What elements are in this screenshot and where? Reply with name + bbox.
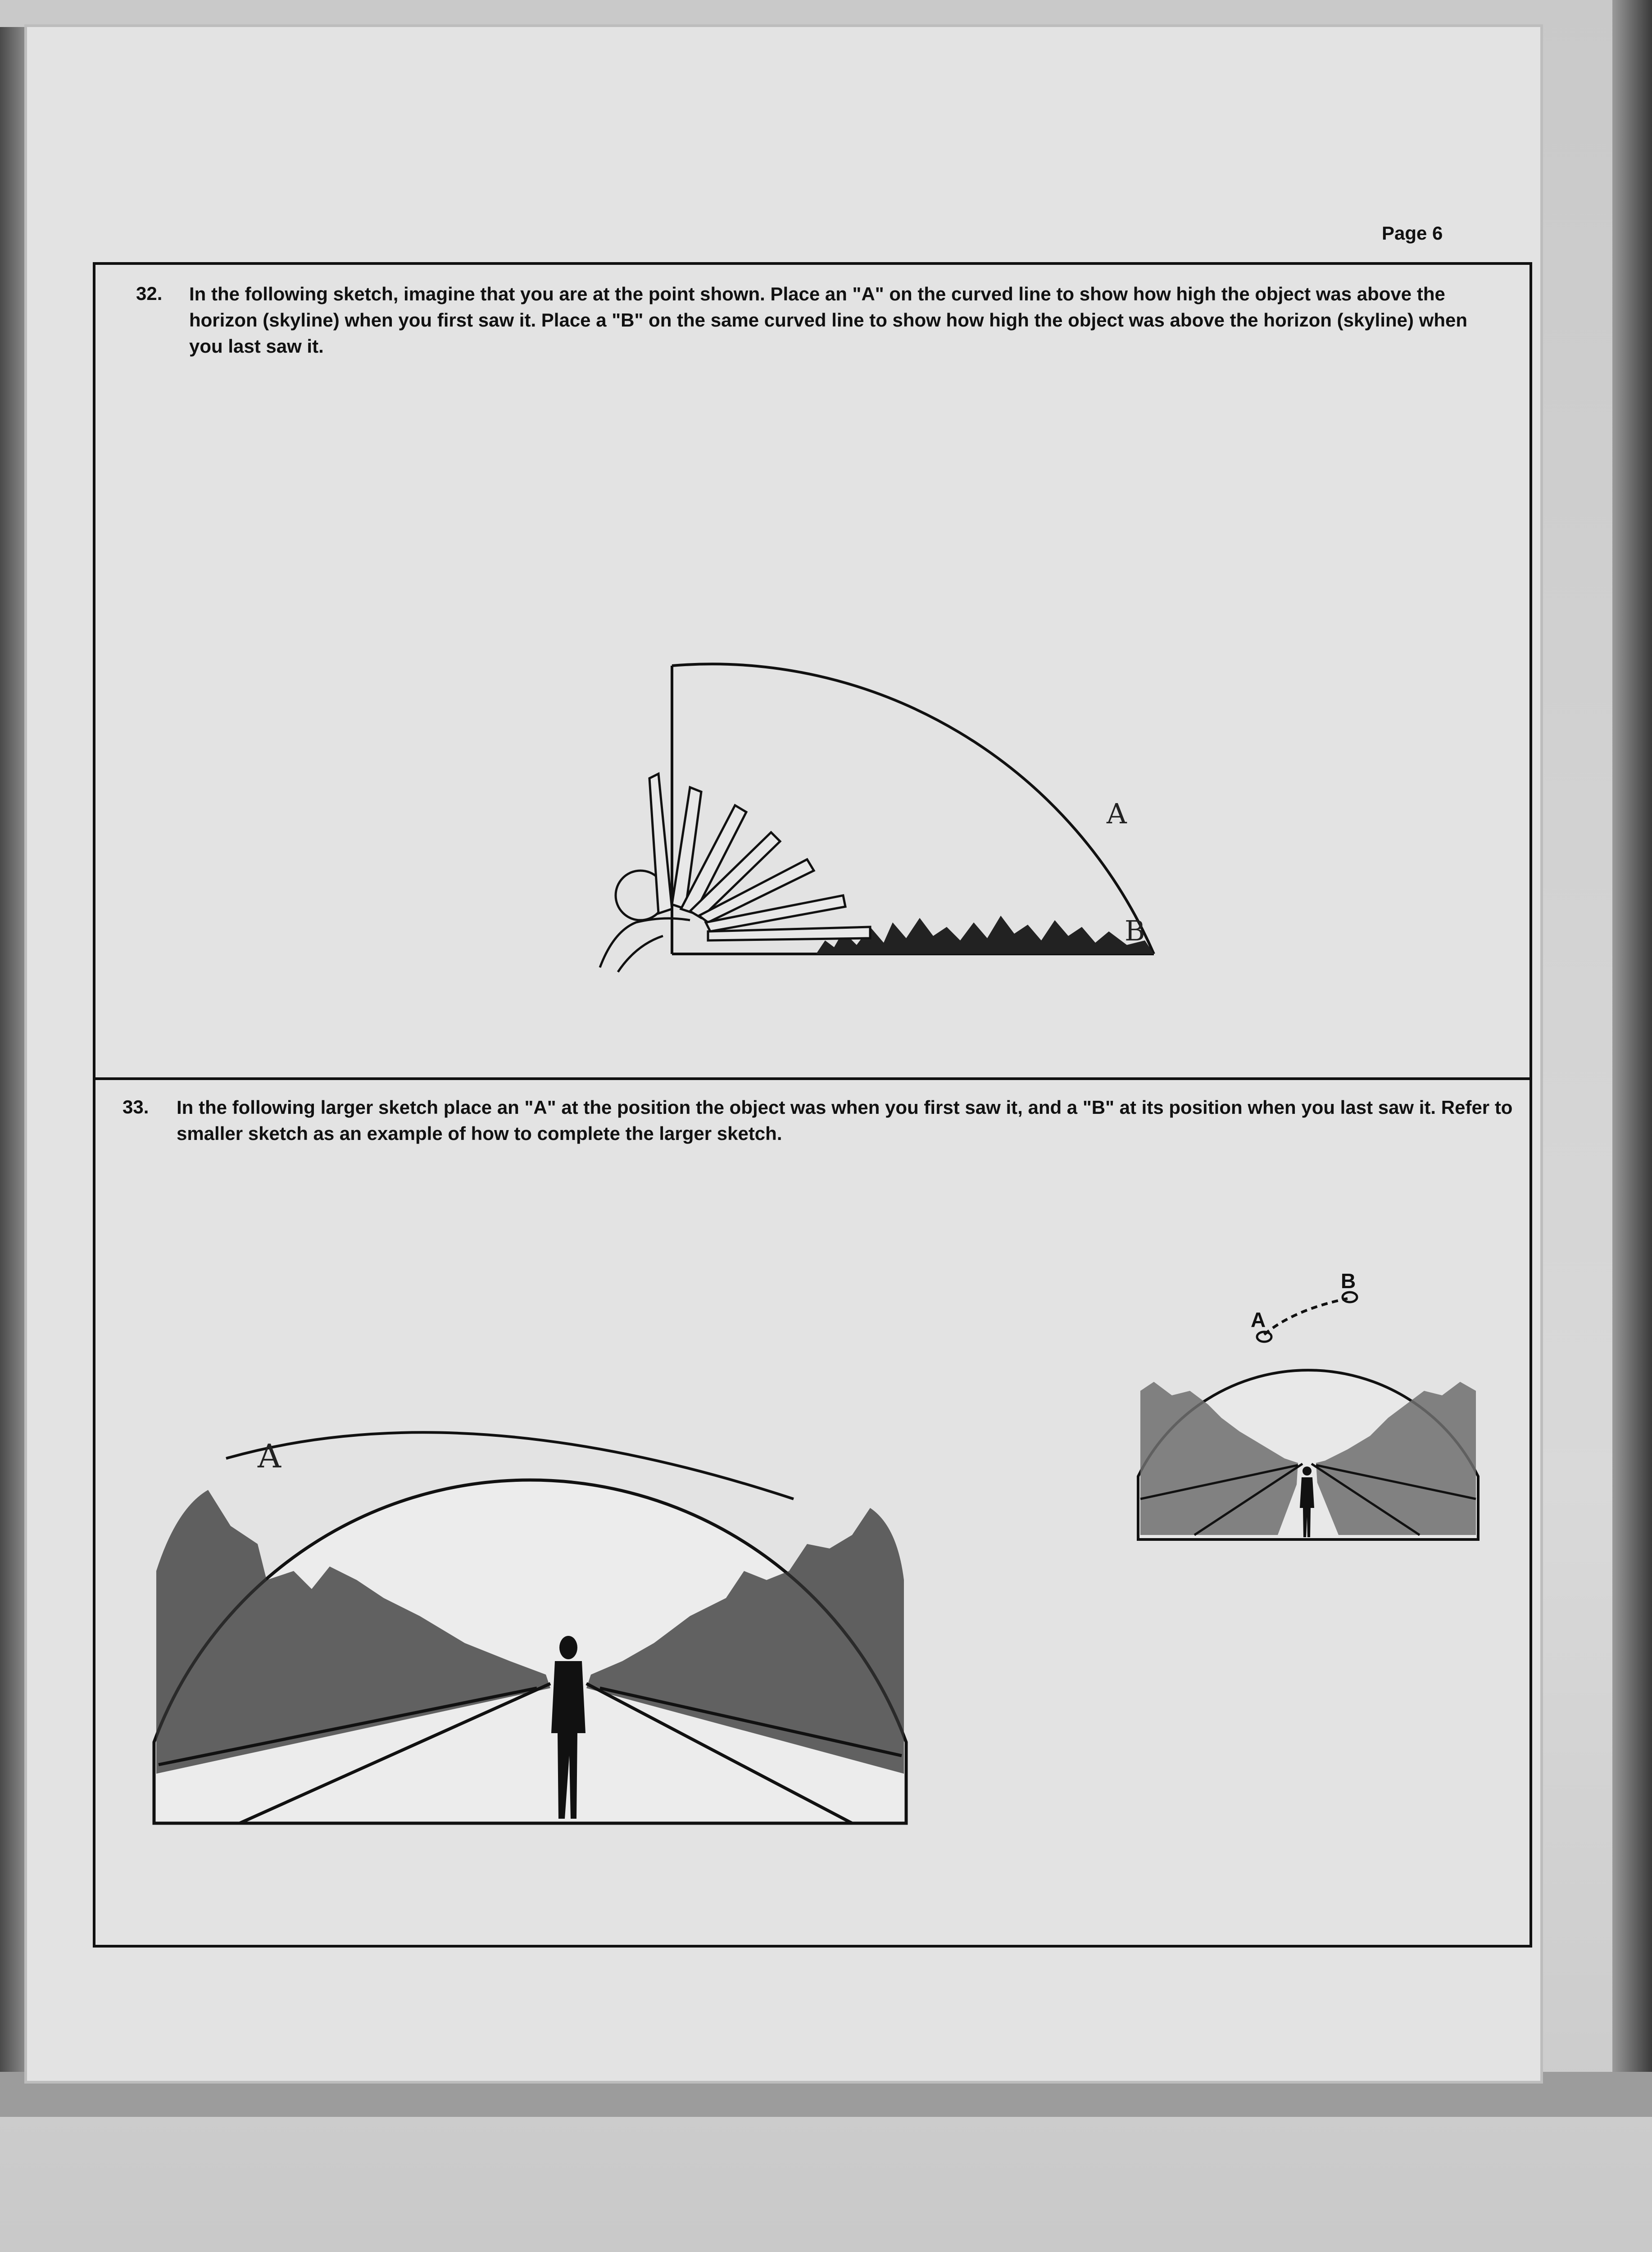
scan-right-edge [1612, 0, 1652, 2117]
answer-a-mark-large: A [258, 1437, 281, 1475]
question-32-number: 32. [136, 283, 163, 304]
question-33-text: In the following larger sketch place an "A" at the position the object was when you first saw it, and a "B" at its position when you last saw it. Refer to smaller sketch as an example of how to complete the larger sketch. [177, 1097, 1513, 1144]
questionnaire-box [93, 262, 1532, 1948]
question-33-number: 33. [123, 1096, 149, 1117]
example-trajectory [1264, 1299, 1348, 1335]
quarter-circle-sketch [501, 463, 1203, 1062]
question-divider [95, 1077, 1529, 1080]
large-street-sketch [104, 1256, 1014, 1832]
quarter-arc [672, 664, 1154, 954]
answer-b-mark: B [1125, 914, 1145, 947]
example-sketch [1104, 1256, 1510, 1553]
page-number: Page 6 [1382, 222, 1443, 244]
question-32-text: In the following sketch, imagine that you are at the point shown. Place an "A" on the curved line to show how high the object was above the horizon (skyline) when you first saw it. Place a "B" on the same curved line to show how high the object was above the horizon (skyline) when you last saw it. [189, 283, 1467, 357]
pointing-hands [649, 774, 870, 940]
example-point-b [1343, 1292, 1357, 1302]
answer-a-mark: A [1107, 797, 1127, 830]
example-label-b: B [1341, 1269, 1356, 1293]
example-label-a: A [1251, 1308, 1266, 1331]
